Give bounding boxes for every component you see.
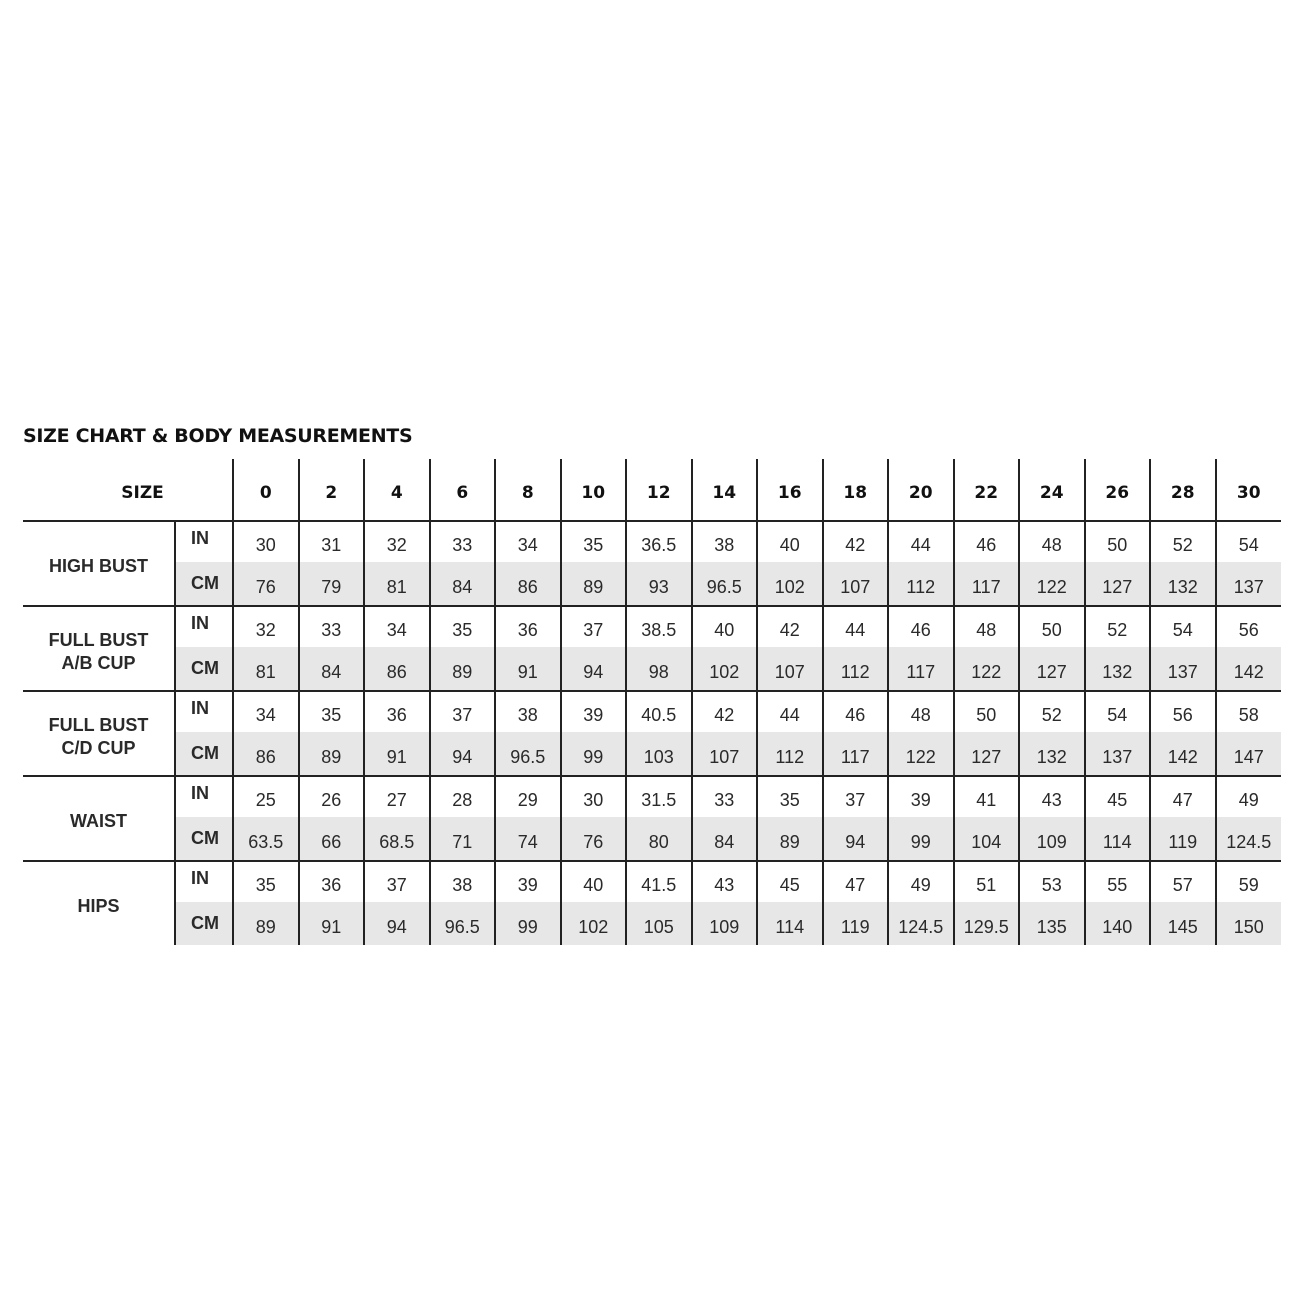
value-cell-cm: 109 bbox=[692, 902, 758, 945]
value-cell-cm: 66 bbox=[299, 817, 365, 861]
value-cell-cm: 91 bbox=[495, 647, 561, 691]
value-cell-cm: 76 bbox=[233, 562, 299, 606]
value-cell-cm: 96.5 bbox=[692, 562, 758, 606]
value-cell-in: 29 bbox=[495, 776, 561, 817]
value-cell-cm: 80 bbox=[626, 817, 692, 861]
size-header-cell: 14 bbox=[692, 459, 758, 521]
value-cell-in: 35 bbox=[430, 606, 496, 647]
measurement-label-line1: FULL BUST bbox=[48, 714, 149, 735]
size-header-cell: 26 bbox=[1085, 459, 1151, 521]
value-cell-in: 44 bbox=[888, 521, 954, 562]
value-cell-in: 56 bbox=[1150, 691, 1216, 732]
value-cell-cm: 122 bbox=[954, 647, 1020, 691]
value-cell-in: 31 bbox=[299, 521, 365, 562]
size-header-cell: 8 bbox=[495, 459, 561, 521]
value-cell-cm: 81 bbox=[364, 562, 430, 606]
value-cell-cm: 94 bbox=[430, 732, 496, 776]
value-cell-cm: 93 bbox=[626, 562, 692, 606]
size-header-cell: 30 bbox=[1216, 459, 1282, 521]
value-cell-cm: 150 bbox=[1216, 902, 1282, 945]
value-cell-cm: 107 bbox=[692, 732, 758, 776]
size-header-cell: 4 bbox=[364, 459, 430, 521]
unit-label-in: IN bbox=[175, 861, 233, 902]
value-cell-in: 35 bbox=[299, 691, 365, 732]
value-cell-cm: 117 bbox=[823, 732, 889, 776]
value-cell-cm: 84 bbox=[692, 817, 758, 861]
value-cell-in: 30 bbox=[233, 521, 299, 562]
value-cell-in: 40 bbox=[561, 861, 627, 902]
value-cell-in: 42 bbox=[823, 521, 889, 562]
measurement-row-in-high-bust bbox=[23, 521, 1281, 562]
value-cell-in: 34 bbox=[233, 691, 299, 732]
value-cell-cm: 102 bbox=[692, 647, 758, 691]
value-cell-in: 34 bbox=[364, 606, 430, 647]
value-cell-cm: 142 bbox=[1216, 647, 1282, 691]
value-cell-in: 54 bbox=[1150, 606, 1216, 647]
value-cell-cm: 94 bbox=[364, 902, 430, 945]
value-cell-cm: 96.5 bbox=[495, 732, 561, 776]
value-cell-in: 48 bbox=[954, 606, 1020, 647]
value-cell-in: 40.5 bbox=[626, 691, 692, 732]
value-cell-cm: 74 bbox=[495, 817, 561, 861]
size-header-cell: 22 bbox=[954, 459, 1020, 521]
value-cell-in: 39 bbox=[495, 861, 561, 902]
measurement-label-line2: C/D CUP bbox=[61, 737, 136, 758]
value-cell-in: 31.5 bbox=[626, 776, 692, 817]
value-cell-in: 28 bbox=[430, 776, 496, 817]
value-cell-cm: 119 bbox=[1150, 817, 1216, 861]
value-cell-in: 41 bbox=[954, 776, 1020, 817]
value-cell-cm: 102 bbox=[561, 902, 627, 945]
value-cell-in: 50 bbox=[954, 691, 1020, 732]
value-cell-in: 36 bbox=[364, 691, 430, 732]
value-cell-in: 53 bbox=[1019, 861, 1085, 902]
value-cell-cm: 107 bbox=[757, 647, 823, 691]
measurement-label-line1: HIGH BUST bbox=[49, 556, 148, 576]
size-header-label: SIZE bbox=[23, 459, 233, 521]
measurement-row-cm-waist bbox=[23, 817, 1281, 861]
value-cell-cm: 86 bbox=[233, 732, 299, 776]
value-cell-in: 52 bbox=[1019, 691, 1085, 732]
value-cell-cm: 84 bbox=[299, 647, 365, 691]
value-cell-in: 44 bbox=[823, 606, 889, 647]
value-cell-cm: 117 bbox=[954, 562, 1020, 606]
measurement-label-line1: WAIST bbox=[70, 811, 127, 831]
value-cell-in: 48 bbox=[888, 691, 954, 732]
value-cell-cm: 127 bbox=[1085, 562, 1151, 606]
value-cell-in: 47 bbox=[823, 861, 889, 902]
value-cell-cm: 145 bbox=[1150, 902, 1216, 945]
size-header-cell: 20 bbox=[888, 459, 954, 521]
value-cell-cm: 71 bbox=[430, 817, 496, 861]
measurement-label-line2: A/B CUP bbox=[61, 652, 136, 673]
value-cell-in: 36 bbox=[299, 861, 365, 902]
value-cell-in: 33 bbox=[299, 606, 365, 647]
value-cell-cm: 129.5 bbox=[954, 902, 1020, 945]
unit-label-in: IN bbox=[175, 606, 233, 647]
measurement-label-waist bbox=[23, 776, 175, 861]
value-cell-in: 38 bbox=[495, 691, 561, 732]
value-cell-in: 57 bbox=[1150, 861, 1216, 902]
value-cell-cm: 99 bbox=[561, 732, 627, 776]
measurement-row-cm-full-bust-cd bbox=[23, 732, 1281, 776]
value-cell-cm: 102 bbox=[757, 562, 823, 606]
value-cell-cm: 81 bbox=[233, 647, 299, 691]
value-cell-cm: 79 bbox=[299, 562, 365, 606]
value-cell-cm: 76 bbox=[561, 817, 627, 861]
value-cell-cm: 94 bbox=[561, 647, 627, 691]
value-cell-cm: 89 bbox=[430, 647, 496, 691]
value-cell-cm: 99 bbox=[495, 902, 561, 945]
value-cell-in: 37 bbox=[561, 606, 627, 647]
value-cell-cm: 137 bbox=[1150, 647, 1216, 691]
value-cell-cm: 84 bbox=[430, 562, 496, 606]
measurement-label-line1: HIPS bbox=[77, 896, 120, 916]
size-header-row bbox=[23, 459, 1281, 521]
value-cell-in: 30 bbox=[561, 776, 627, 817]
value-cell-in: 54 bbox=[1216, 521, 1282, 562]
size-header-cell: 16 bbox=[757, 459, 823, 521]
value-cell-in: 35 bbox=[233, 861, 299, 902]
value-cell-cm: 117 bbox=[888, 647, 954, 691]
size-header-cell: 28 bbox=[1150, 459, 1216, 521]
value-cell-in: 33 bbox=[692, 776, 758, 817]
value-cell-cm: 104 bbox=[954, 817, 1020, 861]
value-cell-in: 38 bbox=[430, 861, 496, 902]
value-cell-in: 37 bbox=[430, 691, 496, 732]
value-cell-in: 49 bbox=[888, 861, 954, 902]
unit-label-cm: CM bbox=[175, 817, 233, 861]
value-cell-in: 25 bbox=[233, 776, 299, 817]
value-cell-in: 42 bbox=[692, 691, 758, 732]
measurements-body bbox=[23, 521, 1281, 945]
value-cell-cm: 132 bbox=[1150, 562, 1216, 606]
value-cell-cm: 96.5 bbox=[430, 902, 496, 945]
value-cell-cm: 107 bbox=[823, 562, 889, 606]
value-cell-cm: 140 bbox=[1085, 902, 1151, 945]
value-cell-cm: 114 bbox=[1085, 817, 1151, 861]
value-cell-in: 38.5 bbox=[626, 606, 692, 647]
measurement-row-cm-high-bust bbox=[23, 562, 1281, 606]
value-cell-cm: 89 bbox=[299, 732, 365, 776]
measurement-label-line1: FULL BUST bbox=[48, 629, 149, 650]
value-cell-in: 45 bbox=[1085, 776, 1151, 817]
value-cell-in: 38 bbox=[692, 521, 758, 562]
value-cell-cm: 103 bbox=[626, 732, 692, 776]
value-cell-cm: 89 bbox=[757, 817, 823, 861]
value-cell-in: 42 bbox=[757, 606, 823, 647]
value-cell-in: 46 bbox=[954, 521, 1020, 562]
value-cell-cm: 109 bbox=[1019, 817, 1085, 861]
unit-label-cm: CM bbox=[175, 732, 233, 776]
value-cell-cm: 135 bbox=[1019, 902, 1085, 945]
measurement-label-full-bust-ab bbox=[23, 606, 175, 691]
value-cell-cm: 137 bbox=[1216, 562, 1282, 606]
value-cell-in: 40 bbox=[692, 606, 758, 647]
size-header-cell: 6 bbox=[430, 459, 496, 521]
value-cell-in: 26 bbox=[299, 776, 365, 817]
size-chart-table bbox=[23, 459, 1281, 945]
value-cell-in: 35 bbox=[757, 776, 823, 817]
value-cell-in: 34 bbox=[495, 521, 561, 562]
unit-label-cm: CM bbox=[175, 562, 233, 606]
value-cell-in: 47 bbox=[1150, 776, 1216, 817]
value-cell-cm: 132 bbox=[1085, 647, 1151, 691]
value-cell-cm: 105 bbox=[626, 902, 692, 945]
value-cell-cm: 124.5 bbox=[888, 902, 954, 945]
value-cell-in: 36.5 bbox=[626, 521, 692, 562]
value-cell-in: 27 bbox=[364, 776, 430, 817]
measurement-row-in-full-bust-cd bbox=[23, 691, 1281, 732]
unit-label-cm: CM bbox=[175, 647, 233, 691]
size-header-cell: 18 bbox=[823, 459, 889, 521]
value-cell-in: 59 bbox=[1216, 861, 1282, 902]
value-cell-cm: 119 bbox=[823, 902, 889, 945]
value-cell-cm: 132 bbox=[1019, 732, 1085, 776]
value-cell-in: 52 bbox=[1150, 521, 1216, 562]
value-cell-cm: 122 bbox=[888, 732, 954, 776]
value-cell-cm: 127 bbox=[954, 732, 1020, 776]
value-cell-cm: 68.5 bbox=[364, 817, 430, 861]
measurement-label-full-bust-cd bbox=[23, 691, 175, 776]
value-cell-cm: 112 bbox=[823, 647, 889, 691]
value-cell-in: 44 bbox=[757, 691, 823, 732]
value-cell-in: 58 bbox=[1216, 691, 1282, 732]
value-cell-in: 32 bbox=[233, 606, 299, 647]
value-cell-cm: 86 bbox=[364, 647, 430, 691]
unit-label-in: IN bbox=[175, 776, 233, 817]
value-cell-in: 52 bbox=[1085, 606, 1151, 647]
value-cell-cm: 112 bbox=[757, 732, 823, 776]
value-cell-in: 35 bbox=[561, 521, 627, 562]
size-header-cell: 2 bbox=[299, 459, 365, 521]
size-header-cell: 10 bbox=[561, 459, 627, 521]
value-cell-in: 37 bbox=[823, 776, 889, 817]
value-cell-in: 54 bbox=[1085, 691, 1151, 732]
value-cell-in: 32 bbox=[364, 521, 430, 562]
value-cell-cm: 147 bbox=[1216, 732, 1282, 776]
size-header-cell: 0 bbox=[233, 459, 299, 521]
value-cell-cm: 137 bbox=[1085, 732, 1151, 776]
chart-title: SIZE CHART & BODY MEASUREMENTS bbox=[23, 425, 413, 447]
value-cell-in: 55 bbox=[1085, 861, 1151, 902]
value-cell-in: 37 bbox=[364, 861, 430, 902]
value-cell-in: 36 bbox=[495, 606, 561, 647]
value-cell-cm: 142 bbox=[1150, 732, 1216, 776]
measurement-row-in-full-bust-ab bbox=[23, 606, 1281, 647]
value-cell-in: 51 bbox=[954, 861, 1020, 902]
measurement-label-high-bust bbox=[23, 521, 175, 606]
value-cell-cm: 89 bbox=[233, 902, 299, 945]
value-cell-cm: 86 bbox=[495, 562, 561, 606]
measurement-row-cm-hips bbox=[23, 902, 1281, 945]
value-cell-cm: 91 bbox=[364, 732, 430, 776]
value-cell-in: 48 bbox=[1019, 521, 1085, 562]
value-cell-in: 50 bbox=[1019, 606, 1085, 647]
value-cell-in: 39 bbox=[888, 776, 954, 817]
value-cell-cm: 99 bbox=[888, 817, 954, 861]
value-cell-in: 43 bbox=[1019, 776, 1085, 817]
size-header-cell: 24 bbox=[1019, 459, 1085, 521]
unit-label-in: IN bbox=[175, 521, 233, 562]
measurement-label-hips bbox=[23, 861, 175, 945]
value-cell-in: 49 bbox=[1216, 776, 1282, 817]
value-cell-in: 50 bbox=[1085, 521, 1151, 562]
value-cell-in: 56 bbox=[1216, 606, 1282, 647]
value-cell-cm: 122 bbox=[1019, 562, 1085, 606]
value-cell-cm: 94 bbox=[823, 817, 889, 861]
measurement-row-in-hips bbox=[23, 861, 1281, 902]
value-cell-in: 46 bbox=[823, 691, 889, 732]
value-cell-cm: 91 bbox=[299, 902, 365, 945]
value-cell-cm: 112 bbox=[888, 562, 954, 606]
value-cell-in: 33 bbox=[430, 521, 496, 562]
measurement-row-cm-full-bust-ab bbox=[23, 647, 1281, 691]
value-cell-in: 40 bbox=[757, 521, 823, 562]
value-cell-cm: 114 bbox=[757, 902, 823, 945]
value-cell-in: 43 bbox=[692, 861, 758, 902]
value-cell-cm: 89 bbox=[561, 562, 627, 606]
value-cell-cm: 127 bbox=[1019, 647, 1085, 691]
value-cell-cm: 63.5 bbox=[233, 817, 299, 861]
unit-label-cm: CM bbox=[175, 902, 233, 945]
value-cell-in: 39 bbox=[561, 691, 627, 732]
value-cell-cm: 98 bbox=[626, 647, 692, 691]
value-cell-in: 46 bbox=[888, 606, 954, 647]
value-cell-in: 41.5 bbox=[626, 861, 692, 902]
unit-label-in: IN bbox=[175, 691, 233, 732]
value-cell-cm: 124.5 bbox=[1216, 817, 1282, 861]
value-cell-in: 45 bbox=[757, 861, 823, 902]
size-header-cell: 12 bbox=[626, 459, 692, 521]
measurement-row-in-waist bbox=[23, 776, 1281, 817]
